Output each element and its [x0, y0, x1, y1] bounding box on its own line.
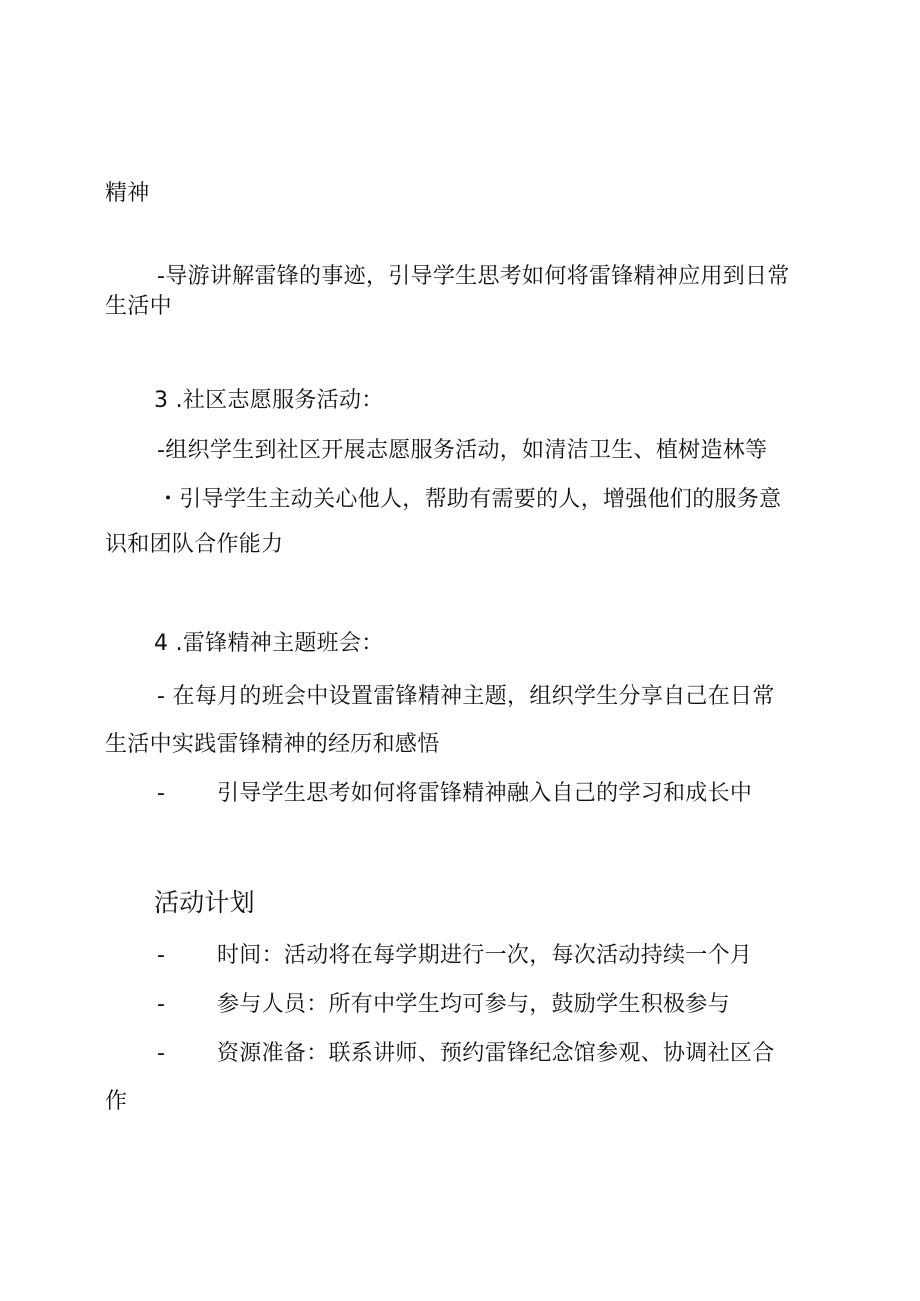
- section-4-item-2-dash: -: [157, 781, 165, 806]
- plan-item-2-dash: -: [157, 992, 165, 1017]
- plan-item-3-text: 资源准备：联系讲师、预约雷锋纪念馆参观、协调社区合: [217, 1041, 775, 1066]
- section-4-item-1-line-2: 生活中实践雷锋精神的经历和感悟: [105, 732, 440, 757]
- plan-item-2-text: 参与人员：所有中学生均可参与，鼓励学生积极参与: [217, 992, 730, 1017]
- guide-bullet-line-1: -导游讲解雷锋的事迹，引导学生思考如何将雷锋精神应用到日常: [157, 264, 790, 289]
- continuation-text: 精神: [105, 181, 150, 206]
- section-4-item-1-line-1: - 在每月的班会中设置雷锋精神主题，组织学生分享自己在日常: [157, 684, 775, 709]
- section-4-title: 4 .雷锋精神主题班会：: [154, 631, 384, 656]
- section-3-item-1: -组织学生到社区开展志愿服务活动，如清洁卫生、植树造林等: [157, 438, 768, 463]
- guide-bullet-line-2: 生活中: [105, 294, 172, 319]
- plan-item-3-dash: -: [157, 1041, 165, 1066]
- plan-item-1-dash: -: [157, 943, 165, 968]
- section-3-item-2-line-2: 识和团队合作能力: [105, 532, 284, 557]
- plan-item-3-continuation: 作: [105, 1089, 128, 1114]
- plan-item-1-text: 时间：活动将在每学期进行一次，每次活动持续一个月: [217, 943, 753, 968]
- section-4-item-2-text: 引导学生思考如何将雷锋精神融入自己的学习和成长中: [217, 781, 753, 806]
- section-3-title: 3 .社区志愿服务活动：: [154, 388, 384, 413]
- section-3-item-2-line-1: ・引导学生主动关心他人，帮助有需要的人，增强他们的服务意: [157, 487, 782, 512]
- plan-heading: 活动计划: [154, 888, 255, 917]
